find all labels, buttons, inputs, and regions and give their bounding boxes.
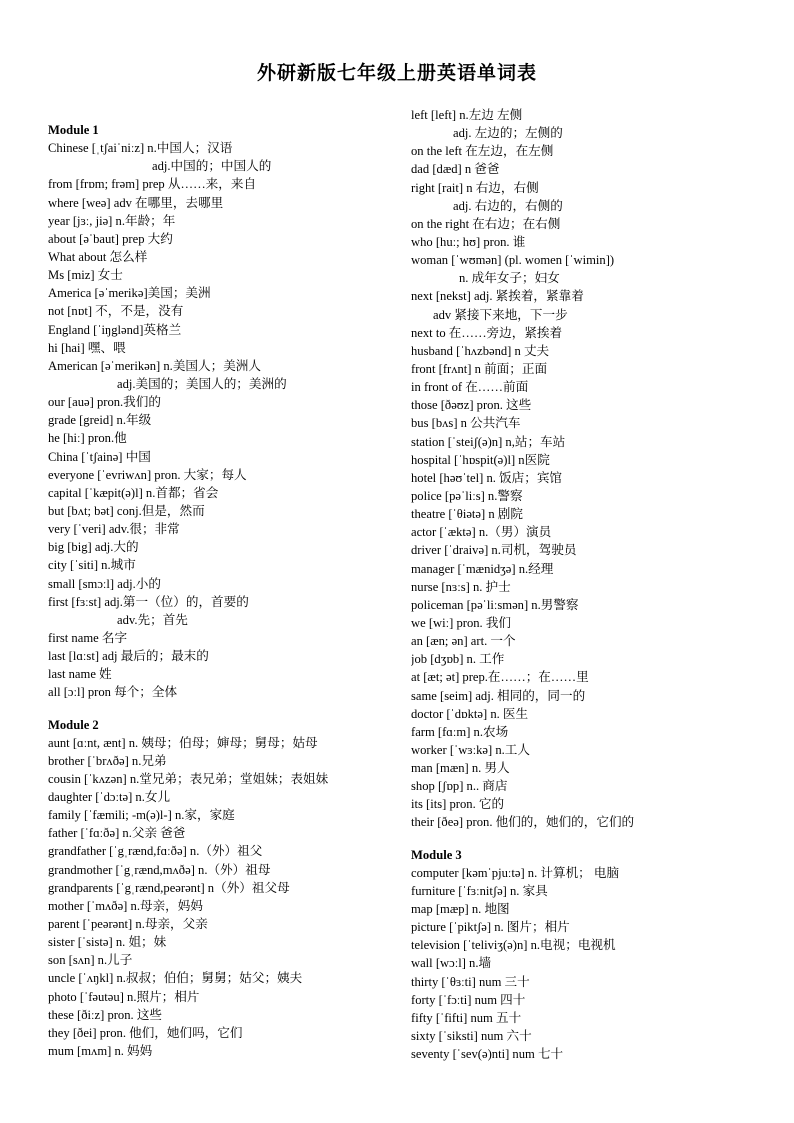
vocab-entry: hospital [ˈhɒspit(ə)l] n医院 — [411, 452, 550, 467]
right-column — [411, 106, 771, 1063]
vocab-entry: grade [greid] n.年级 — [48, 413, 152, 428]
vocab-entry: What about 怎么样 — [48, 249, 148, 264]
vocab-entry: on the right 在右边；在右侧 — [411, 216, 561, 231]
vocab-entry: who [huː; hʊ] pron. 谁 — [411, 234, 526, 249]
vocab-entry: where [weə] adv 在哪里，去哪里 — [48, 195, 224, 210]
vocab-entry: everyone [ˈevriwʌn] pron. 大家；每人 — [48, 467, 247, 482]
vocab-entry: job [dʒɒb] n. 工作 — [411, 652, 505, 667]
module-heading: Module 2 — [48, 717, 99, 732]
vocab-entry: computer [kəmˈpjuːtə] n. 计算机； 电脑 — [411, 865, 620, 880]
vocab-entry: our [auə] pron.我们的 — [48, 395, 161, 410]
vocab-entry: about [əˈbaut] prep 大约 — [48, 231, 173, 246]
vocab-entry: adv 紧接下来地，下一步 — [433, 307, 568, 322]
vocab-entry: thirty [ˈθɜːti] num 三十 — [411, 974, 530, 989]
vocab-entry: an [æn; ən] art. 一个 — [411, 634, 516, 649]
vocab-entry: right [rait] n 右边，右侧 — [411, 180, 539, 195]
vocab-entry: next [nekst] adj. 紧挨着，紧靠着 — [411, 289, 584, 304]
vocab-entry: last name 姓 — [48, 667, 112, 682]
vocab-entry: they [ðei] pron. 他们，她们吗，它们 — [48, 1025, 243, 1040]
vocab-entry: aunt [ɑːnt, ænt] n. 姨母；伯母；婶母；舅母；姑母 — [48, 735, 318, 750]
vocab-entry: n. 成年女子；妇女 — [459, 271, 560, 286]
module-heading: Module 3 — [411, 847, 462, 862]
vocab-entry: Ms [miz] 女士 — [48, 268, 123, 283]
vocab-entry: grandmother [ˈgˌrænd,mʌðə] n.（外）祖母 — [48, 862, 271, 877]
vocab-entry: those [ðəʊz] pron. 这些 — [411, 398, 532, 413]
vocab-entry: year [jɜː, jiə] n.年龄；年 — [48, 213, 176, 228]
vocab-entry: England [ˈiŋglənd]英格兰 — [48, 322, 182, 337]
vocab-entry: mother [ˈmʌðə] n.母亲，妈妈 — [48, 898, 203, 913]
vocab-entry: manager [ˈmænidʒə] n.经理 — [411, 561, 554, 576]
vocab-entry: television [ˈteliviʒ(ə)n] n.电视；电视机 — [411, 938, 616, 953]
vocab-entry: fifty [ˈfifti] num 五十 — [411, 1010, 522, 1025]
vocab-entry: worker [ˈwɜːkə] n.工人 — [411, 742, 530, 757]
vocab-entry: all [ɔːl] pron 每个；全体 — [48, 685, 178, 700]
vocab-entry: on the left 在左边，在左侧 — [411, 144, 554, 159]
vocab-entry: hi [hai] 嘿、喂 — [48, 340, 126, 355]
vocab-entry: grandparents [ˈgˌrænd,peərənt] n（外）祖父母 — [48, 880, 290, 895]
vocab-entry: first name 名字 — [48, 630, 128, 645]
vocab-entry: driver [ˈdraivə] n.司机，驾驶员 — [411, 543, 577, 558]
vocab-entry: sister [ˈsistə] n. 姐；妹 — [48, 935, 167, 950]
vocab-entry: America [əˈmerikə]美国；美洲 — [48, 286, 211, 301]
vocab-entry: parent [ˈpeərənt] n.母亲，父亲 — [48, 917, 208, 932]
vocab-entry: dad [dæd] n 爸爸 — [411, 162, 500, 177]
vocab-entry: farm [fɑːm] n.农场 — [411, 724, 509, 739]
vocab-entry: very [ˈveri] adv.很；非常 — [48, 522, 180, 537]
vocab-entry: he [hiː] pron.他 — [48, 431, 127, 446]
vocab-entry: adj. 左边的；左侧的 — [453, 126, 563, 141]
vocab-entry: theatre [ˈθiətə] n 剧院 — [411, 507, 523, 522]
vocab-entry: next to 在……旁边，紧挨着 — [411, 325, 563, 340]
vocab-entry: their [ðeə] pron. 他们的，她们的，它们的 — [411, 815, 635, 830]
vocab-entry: furniture [ˈfɜːnitʃə] n. 家具 — [411, 883, 548, 898]
vocab-entry: front [frʌnt] n 前面；正面 — [411, 361, 548, 376]
vocab-entry: station [ˈsteiʃ(ə)n] n,站；车站 — [411, 434, 566, 449]
vocab-entry: at [æt; ət] prep.在……；在……里 — [411, 670, 589, 685]
vocab-entry: big [big] adj.大的 — [48, 540, 139, 555]
vocab-entry: shop [ʃɒp] n.. 商店 — [411, 779, 508, 794]
vocab-entry: daughter [ˈdɔːtə] n.女儿 — [48, 790, 171, 805]
vocab-entry: bus [bʌs] n 公共汽车 — [411, 416, 521, 431]
vocab-entry: in front of 在……前面 — [411, 380, 529, 395]
vocab-entry: but [bʌt; bət] conj.但是，然而 — [48, 503, 205, 518]
vocab-entry: woman [ˈwʊmən] (pl. women [ˈwimin]) — [411, 253, 615, 268]
vocab-entry: same [seim] adj. 相同的，同一的 — [411, 688, 586, 703]
vocab-entry: sixty [ˈsiksti] num 六十 — [411, 1029, 532, 1044]
vocab-entry: these [ðiːz] pron. 这些 — [48, 1007, 163, 1022]
vocab-entry: actor [ˈæktə] n.（男）演员 — [411, 525, 552, 540]
vocab-entry: policeman [pəˈliːsmən] n.男警察 — [411, 597, 579, 612]
vocab-entry: forty [ˈfɔːti] num 四十 — [411, 992, 526, 1007]
vocab-entry: city [ˈsiti] n.城市 — [48, 558, 136, 573]
vocab-entry: capital [ˈkæpit(ə)l] n.首都；省会 — [48, 485, 219, 500]
left-column — [48, 121, 398, 1060]
section-gap — [48, 702, 398, 716]
module-heading: Module 1 — [48, 123, 99, 137]
page-title: 外研新版七年级上册英语单词表 — [256, 62, 537, 84]
vocab-entry: family [ˈfæmili; -m(ə)l-] n.家，家庭 — [48, 808, 235, 823]
vocab-entry: map [mæp] n. 地图 — [411, 902, 510, 917]
vocab-entry: seventy [ˈsev(ə)nti] num 七十 — [411, 1047, 564, 1062]
vocab-entry: brother [ˈbrʌðə] n.兄弟 — [48, 753, 167, 768]
vocab-entry: husband [ˈhʌzbənd] n 丈夫 — [411, 343, 550, 358]
vocab-entry: last [lɑːst] adj 最后的；最末的 — [48, 649, 209, 664]
vocab-entry: from [frɒm; frəm] prep 从……来，来自 — [48, 177, 257, 192]
vocab-entry: police [pəˈliːs] n.警察 — [411, 488, 523, 503]
section-gap — [411, 832, 771, 846]
vocab-entry: cousin [ˈkʌzən] n.堂兄弟；表兄弟；堂姐妹；表姐妹 — [48, 771, 329, 786]
vocab-entry: wall [wɔːl] n.墙 — [411, 956, 492, 971]
vocab-entry: adj. 右边的，右侧的 — [453, 198, 563, 213]
vocab-entry: American [əˈmerikən] n.美国人；美洲人 — [48, 358, 261, 373]
vocab-entry: small [smɔːl] adj.小的 — [48, 576, 161, 591]
vocab-entry: Chinese [ˌtʃaiˈniːz] n.中国人；汉语 — [48, 141, 233, 156]
vocab-entry: we [wiː] pron. 我们 — [411, 615, 512, 630]
vocab-entry: mum [mʌm] n. 妈妈 — [48, 1044, 153, 1059]
vocab-entry: China [ˈtʃainə] 中国 — [48, 449, 151, 464]
vocab-entry: adj.中国的；中国人的 — [152, 159, 272, 174]
vocab-entry: hotel [həʊˈtel] n. 饭店；宾馆 — [411, 470, 563, 485]
vocab-entry: grandfather [ˈgˌrænd,fɑːðə] n.（外）祖父 — [48, 844, 263, 859]
vocab-entry: man [mæn] n. 男人 — [411, 761, 510, 776]
vocab-entry: picture [ˈpiktʃə] n. 图片；相片 — [411, 920, 570, 935]
vocab-entry: photo [ˈfəutəu] n.照片；相片 — [48, 989, 200, 1004]
vocab-entry: not [nɒt] 不，不是，没有 — [48, 304, 184, 319]
vocab-entry: son [sʌn] n.儿子 — [48, 953, 133, 968]
vocab-entry: first [fɜːst] adj.第一（位）的，首要的 — [48, 594, 249, 609]
vocab-entry: father [ˈfɑːðə] n.父亲 爸爸 — [48, 826, 186, 841]
vocab-entry: nurse [nɜːs] n. 护士 — [411, 579, 511, 594]
vocab-entry: adv.先；首先 — [117, 612, 188, 627]
vocab-entry: adj.美国的；美国人的；美洲的 — [117, 376, 287, 391]
vocab-entry: left [left] n.左边 左侧 — [411, 108, 523, 122]
vocab-entry: its [its] pron. 它的 — [411, 797, 505, 812]
vocab-entry: uncle [ˈʌŋkl] n.叔叔；伯伯；舅舅；姑父；姨夫 — [48, 971, 303, 986]
vocab-entry: doctor [ˈdɒktə] n. 医生 — [411, 706, 529, 721]
